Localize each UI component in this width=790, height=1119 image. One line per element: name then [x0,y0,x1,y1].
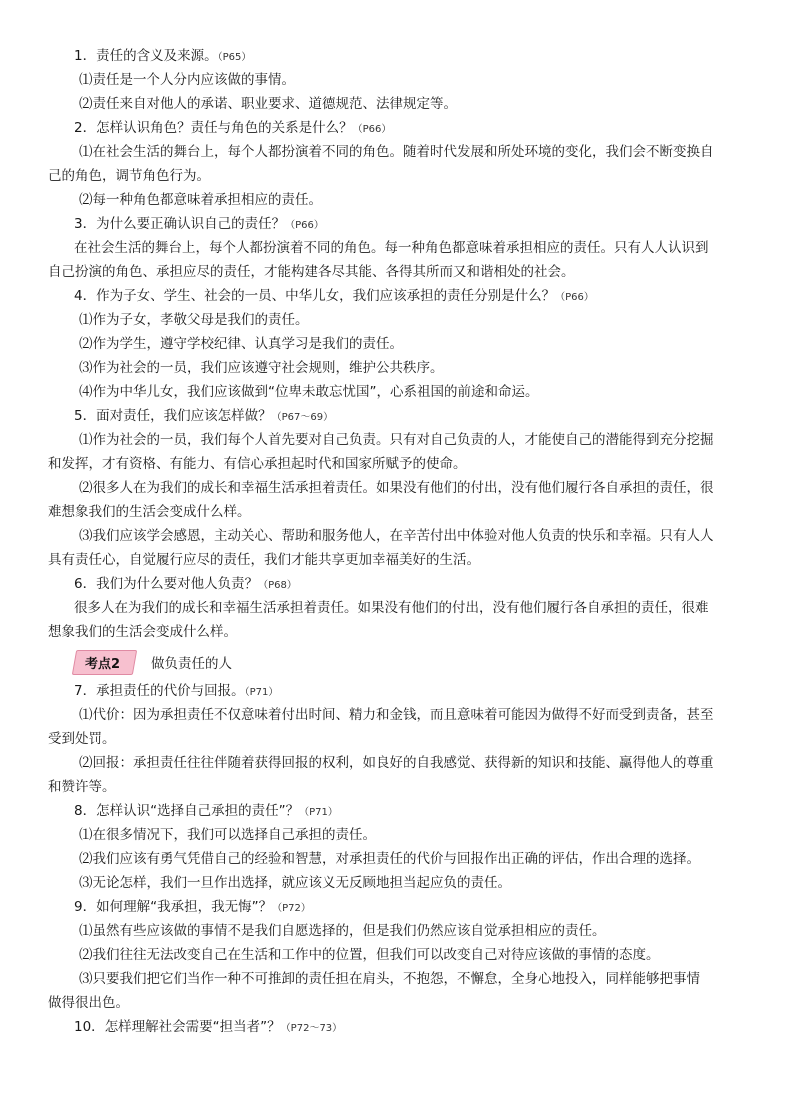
page-ref: （P72） [272,903,311,914]
page-ref: （P66） [352,124,392,135]
answer-line: ⑵我们应该有勇气凭借自己的经验和智慧，对承担责任的代价与回报作出正确的评估，作出合理的选择。 [79,851,700,867]
question-9: 9．如何理解“我承担，我无悔”？（P72） [74,899,311,915]
page-ref: （P68） [258,580,297,591]
question-2: 2．怎样认识角色？责任与角色的关系是什么？（P66） [74,120,392,136]
question-6: 6．我们为什么要对他人负责？（P68） [74,576,297,592]
answer-line: ⑴责任是一个人分内应该做的事情。 [79,72,295,88]
answer-line: 己的角色，调节角色行为。 [48,168,210,184]
answer-line: 和发挥，才有资格、有能力、有信心承担起时代和国家所赋予的使命。 [48,456,467,472]
answer-line: ⑷作为中华儿女，我们应该做到“位卑未敢忘忧国”，心系祖国的前途和命运。 [79,384,539,400]
answer-line: ⑴作为社会的一员，我们每个人首先要对自己负责。只有对自己负责的人，才能使自己的潜能得到充分挖掘 [79,432,714,448]
answer-line: ⑶无论怎样，我们一旦作出选择，就应该义无反顾地担当起应负的责任。 [79,875,511,891]
answer-line: ⑵我们往往无法改变自己在生活和工作中的位置，但我们可以改变自己对待应该做的事情的态度。 [79,947,660,963]
answer-line: ⑵作为学生，遵守学校纪律、认真学习是我们的责任。 [79,336,403,352]
answer-line: ⑶我们应该学会感恩，主动关心、帮助和服务他人，在辛苦付出中体验对他人负责的快乐和幸福。只有人人 [79,528,714,544]
answer-line: ⑵责任来自对他人的承诺、职业要求、道德规范、法律规定等。 [79,96,457,112]
answer-line: ⑶作为社会的一员，我们应该遵守社会规则，维护公共秩序。 [79,360,444,376]
question-3: 3．为什么要正确认识自己的责任？（P66） [74,216,324,232]
answer-line: 在社会生活的舞台上，每个人都扮演着不同的角色。每一种角色都意味着承担相应的责任。只有人人认识到 [74,240,709,256]
section-title: 做负责任的人 [151,656,233,672]
page-ref: （P71） [244,687,279,698]
section-heading [48,647,744,677]
answer-line: 难想象我们的生活会变成什么样。 [48,504,251,520]
question-4: 4．作为子女、学生、社会的一员、中华儿女，我们应该承担的责任分别是什么？（P66） [74,288,594,304]
answer-line: 很多人在为我们的成长和幸福生活承担着责任。如果没有他们的付出，没有他们履行各自承担的责任，很难 [74,600,709,616]
answer-line: ⑶只要我们把它们当作一种不可推卸的责任担在肩头，不抱怨，不懈怠，全身心地投入，同样能够把事情 [79,971,700,987]
section-badge: 考点2 [72,650,137,675]
answer-line: ⑴虽然有些应该做的事情不是我们自愿选择的，但是我们仍然应该自觉承担相应的责任。 [79,923,606,939]
page-ref: （P67～69） [271,412,334,423]
question-7: 7．承担责任的代价与回报。（P71） [74,683,279,699]
answer-line: ⑵回报：承担责任往往伴随着获得回报的权利，如良好的自我感觉、获得新的知识和技能、赢得他人的尊重 [79,755,714,771]
answer-line: ⑴代价：因为承担责任不仅意味着付出时间、精力和金钱，而且意味着可能因为做得不好而受到责备，甚至 [79,707,714,723]
answer-line: 具有责任心，自觉履行应尽的责任，我们才能共享更加幸福美好的生活。 [48,552,480,568]
answer-line: ⑴在很多情况下，我们可以选择自己承担的责任。 [79,827,376,843]
answer-line: ⑴在社会生活的舞台上，每个人都扮演着不同的角色。随着时代发展和所处环境的变化，我们会不断变换自 [79,144,714,160]
answer-line: 和赞许等。 [48,779,116,795]
page-ref: （P66） [555,292,594,303]
answer-line: ⑴作为子女，孝敬父母是我们的责任。 [79,312,309,328]
question-8: 8．怎样认识“选择自己承担的责任”？（P71） [74,803,338,819]
page-ref: （P72～73） [280,1023,343,1034]
answer-line: 自己扮演的角色、承担应尽的责任，才能构建各尽其能、各得其所而又和谐相处的社会。 [48,264,575,280]
page-ref: （P65） [217,52,252,63]
answer-line: ⑵每一种角色都意味着承担相应的责任。 [79,192,322,208]
answer-line: ⑵很多人在为我们的成长和幸福生活承担着责任。如果没有他们的付出，没有他们履行各自承担的责任，很 [79,480,714,496]
page-ref: （P66） [285,220,324,231]
question-10: 10．怎样理解社会需要“担当者”？（P72～73） [74,1019,343,1035]
answer-line: 受到处罚。 [48,731,116,747]
answer-line: 做得很出色。 [48,995,129,1011]
question-1: 1．责任的含义及来源。（P65） [74,48,252,64]
answer-line: 想象我们的生活会变成什么样。 [48,624,237,640]
document-page [48,44,744,1039]
question-5: 5．面对责任，我们应该怎样做？（P67～69） [74,408,334,424]
page-ref: （P71） [299,807,338,818]
